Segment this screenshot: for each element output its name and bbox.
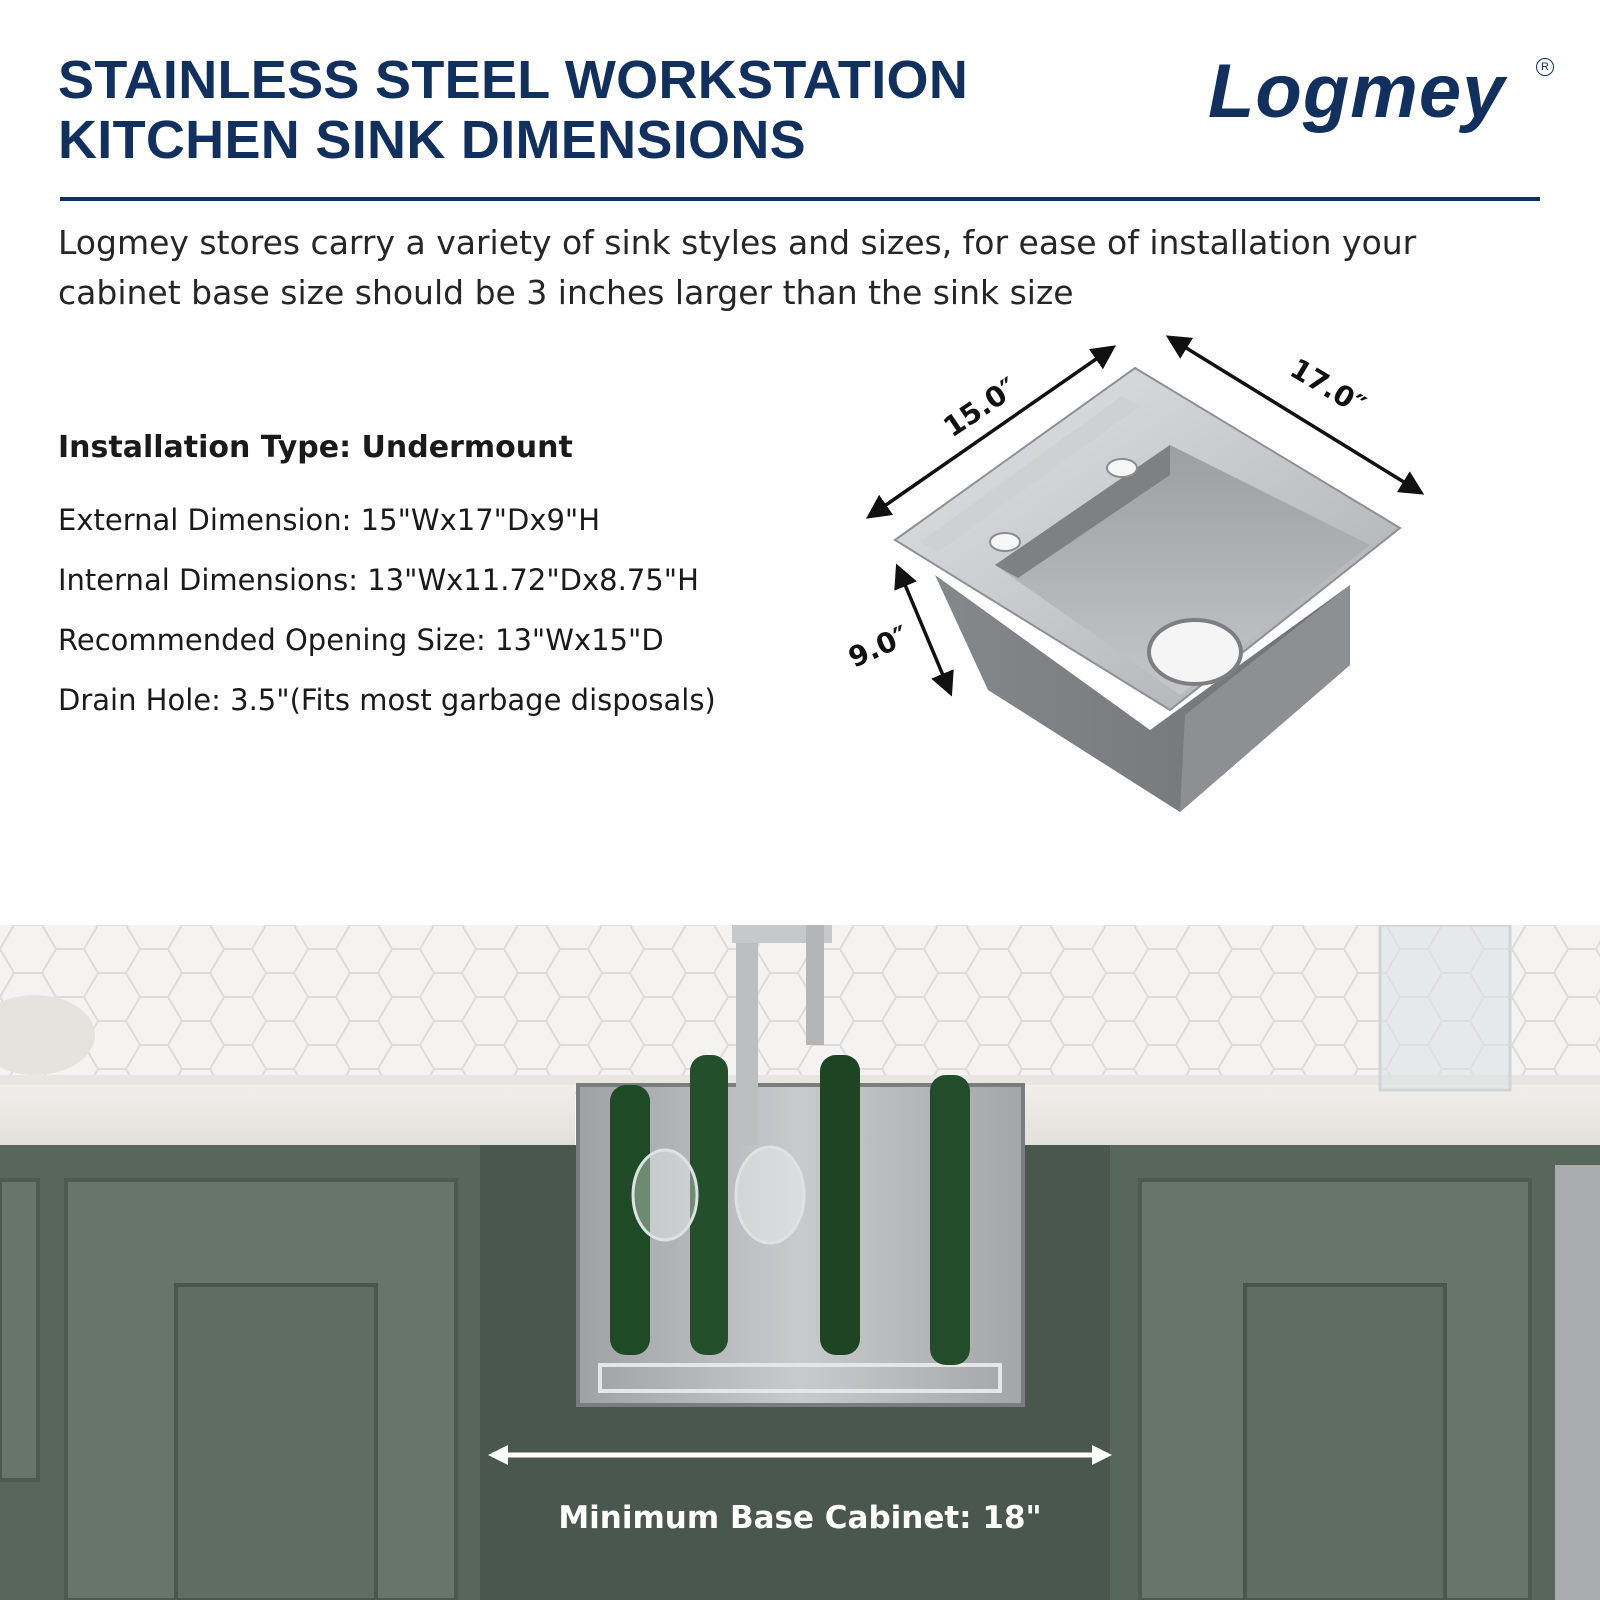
- intro-line-1: Logmey stores carry a variety of sink styles and sizes, for ease of installation your: [58, 223, 1417, 262]
- depth-label: 17.0″: [1284, 351, 1372, 423]
- faucet-sprayer: [806, 925, 824, 1045]
- registered-mark: R: [1536, 58, 1554, 76]
- bottle: [930, 1075, 970, 1365]
- recommended-opening: Recommended Opening Size: 13"Wx15"D: [58, 623, 664, 657]
- intro-line-2: cabinet base size should be 3 inches larger than the sink size: [58, 273, 1074, 312]
- page-title: [58, 50, 968, 170]
- title-line-1: STAINLESS STEEL WORKSTATION: [58, 50, 969, 110]
- countertop-left: [0, 1075, 575, 1145]
- faucet-stem: [736, 925, 758, 1145]
- drawer-left: [0, 1180, 38, 1480]
- bottle: [820, 1055, 860, 1355]
- intro-text: [58, 218, 1508, 318]
- minimum-cabinet-label: Minimum Base Cabinet: 18": [558, 1500, 1042, 1536]
- spec-list: [58, 430, 778, 730]
- door-panel-right: [1245, 1285, 1445, 1600]
- width-label: 15.0″: [937, 370, 1024, 444]
- external-dimension: External Dimension: 15"Wx17"Dx9"H: [58, 503, 601, 537]
- internal-dimensions: Internal Dimensions: 13"Wx11.72"Dx8.75"H: [58, 563, 699, 597]
- faucet-hole: [1107, 459, 1137, 477]
- countertop-right: [1025, 1075, 1600, 1145]
- brand-logo: Logmey: [1208, 49, 1506, 134]
- door-panel-left: [176, 1285, 376, 1600]
- drain-hole: [1149, 620, 1241, 684]
- drinking-glass: [1380, 925, 1510, 1090]
- header-divider: [60, 197, 1540, 201]
- sink-dimension-diagram: [840, 320, 1440, 850]
- backsplash: [0, 925, 1600, 1100]
- installation-type: Installation Type: Undermount: [58, 430, 573, 465]
- height-label: 9.0″: [843, 618, 914, 675]
- faucet-hole: [990, 533, 1020, 551]
- wine-glass: [633, 1150, 697, 1240]
- title-line-2: KITCHEN SINK DIMENSIONS: [58, 110, 806, 170]
- kitchen-photo: [0, 925, 1600, 1600]
- drain-hole: Drain Hole: 3.5"(Fits most garbage disposals): [58, 683, 716, 717]
- wine-glass: [736, 1147, 804, 1243]
